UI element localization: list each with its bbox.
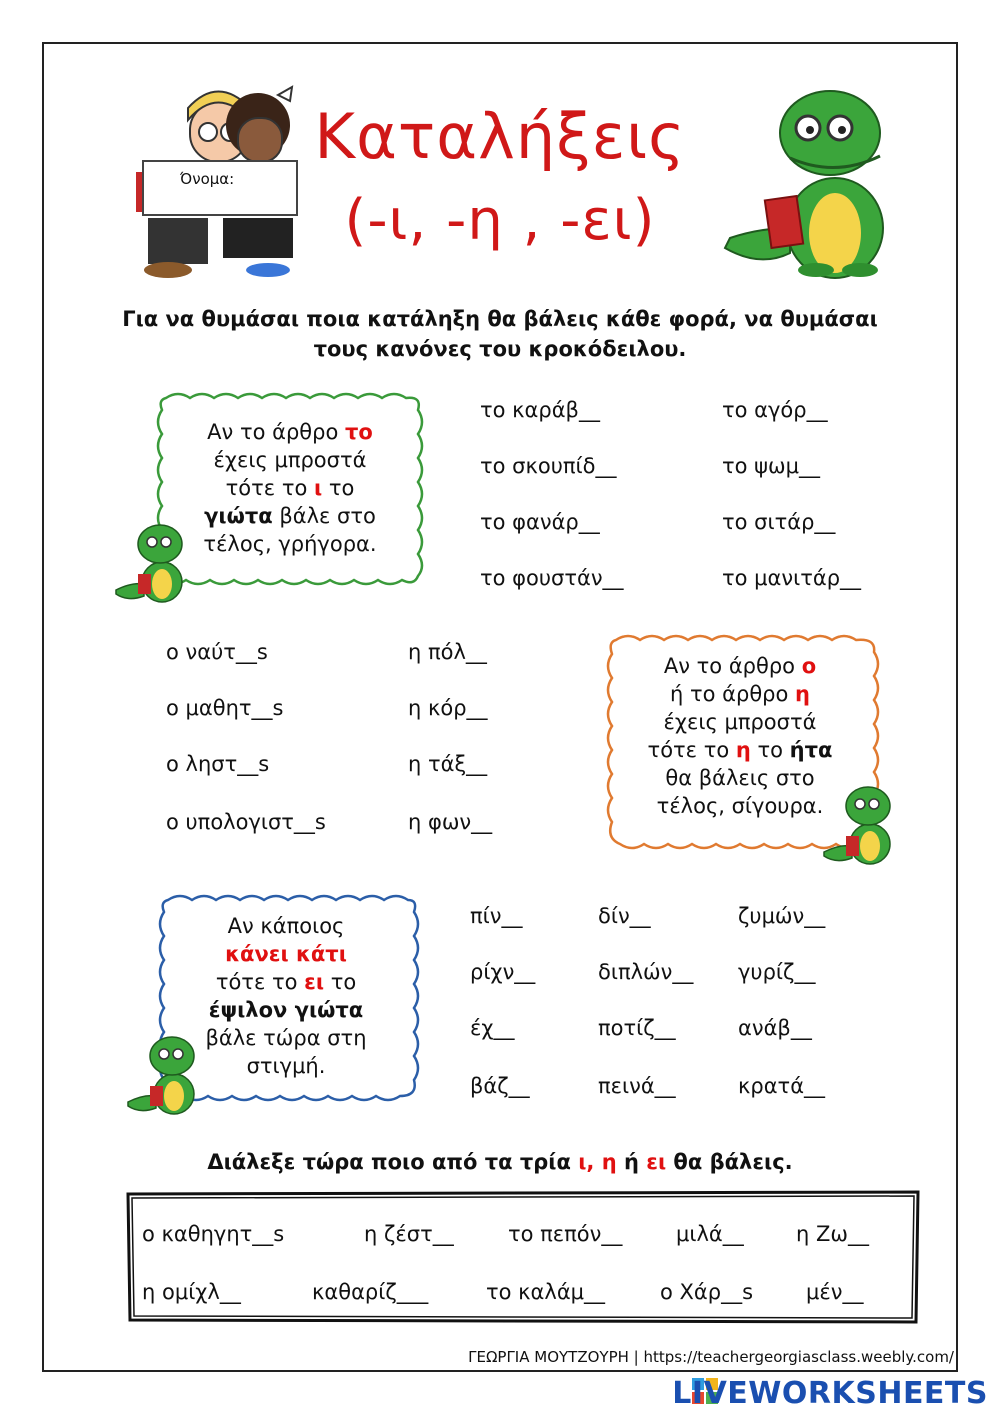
rule2-text-7: τέλος, σίγουρα. — [656, 794, 824, 818]
word-item[interactable]: το φανάρ__ — [480, 510, 600, 534]
rule1-text-2: έχεις μπροστά — [213, 448, 367, 472]
word-item[interactable]: πίν__ — [470, 904, 523, 928]
rule2-text-5: το — [750, 738, 790, 762]
rule1-bold-1: γιώτα — [204, 504, 273, 528]
rule2-red-3: η — [735, 738, 751, 762]
word-item[interactable]: το ψωμ__ — [722, 454, 820, 478]
small-crocodile-icon — [822, 784, 898, 866]
final-instr-text-3: θα βάλεις. — [666, 1150, 793, 1174]
final-instr-red-3: ει — [646, 1150, 667, 1174]
final-word-item[interactable]: το πεπόν__ — [508, 1222, 623, 1246]
rule1-text-4: το — [322, 476, 355, 500]
rule2-red-1: ο — [801, 654, 817, 678]
word-item[interactable]: έχ__ — [470, 1016, 515, 1040]
final-instr-comma: , — [586, 1150, 602, 1174]
word-item[interactable]: ο μαθητ__s — [166, 696, 284, 720]
final-instr-red-1: ι — [578, 1150, 587, 1174]
small-crocodile-icon — [114, 522, 190, 604]
instructions-line-1: Για να θυμάσαι ποια κατάληξη θα βάλεις κάθε φορά, να θυμάσαι — [122, 307, 878, 331]
rule1-red-1: το — [344, 420, 373, 444]
word-item[interactable]: κρατά__ — [738, 1074, 826, 1098]
word-item[interactable]: η τάξ__ — [408, 752, 488, 776]
rule1-text-5: βάλε στο — [272, 504, 376, 528]
word-item[interactable]: το σκουπίδ__ — [480, 454, 617, 478]
rule3-text-3: το — [324, 970, 357, 994]
word-item[interactable]: η πόλ__ — [408, 640, 487, 664]
final-instructions — [0, 1150, 1000, 1174]
word-item[interactable]: ο υπολογιστ__s — [166, 810, 326, 834]
final-instr-text-2: ή — [616, 1150, 647, 1174]
final-instr-text-1: Διάλεξε τώρα ποιο από τα τρία — [207, 1150, 579, 1174]
word-item[interactable]: ρίχν__ — [470, 960, 536, 984]
small-crocodile-icon — [126, 1034, 202, 1116]
word-item[interactable]: το μανιτάρ__ — [722, 566, 862, 590]
rule2-bold-1: ήτα — [789, 738, 833, 762]
final-word-item[interactable]: μέν__ — [806, 1280, 864, 1304]
final-word-item[interactable]: η ζέστ__ — [364, 1222, 454, 1246]
rule2-text-2: ή το άρθρο — [670, 682, 796, 706]
page-title: Καταλήξεις — [314, 100, 686, 173]
word-item[interactable]: ο ληστ__s — [166, 752, 270, 776]
word-item[interactable]: ποτίζ__ — [598, 1016, 676, 1040]
word-item[interactable]: το καράβ__ — [480, 398, 600, 422]
author-credit: ΓΕΩΡΓΙΑ ΜΟΥΤΖΟΥΡΗ | https://teachergeorgiasclass.weebly.com/ — [468, 1348, 954, 1366]
final-word-item[interactable]: το καλάμ__ — [486, 1280, 606, 1304]
word-item[interactable]: το αγόρ__ — [722, 398, 828, 422]
word-item[interactable]: η κόρ__ — [408, 696, 488, 720]
instructions-line-2: τους κανόνες του κροκόδειλου. — [313, 337, 687, 361]
word-item[interactable]: γυρίζ__ — [738, 960, 816, 984]
rule2-text-6: θα βάλεις στο — [665, 766, 815, 790]
final-word-item[interactable]: η Ζω__ — [796, 1222, 869, 1246]
word-item[interactable]: το σιτάρ__ — [722, 510, 836, 534]
rule-box-3 — [166, 912, 406, 1080]
rule3-text-5: στιγμή. — [246, 1054, 326, 1078]
rule-box-1 — [170, 418, 410, 558]
rule1-red-2: ι — [313, 476, 323, 500]
rule3-text-4: βάλε τώρα στη — [205, 1026, 367, 1050]
rule2-text-4: τότε το — [647, 738, 736, 762]
word-item[interactable]: δίν__ — [598, 904, 651, 928]
word-item[interactable]: η φων__ — [408, 810, 493, 834]
instructions — [95, 304, 905, 364]
final-instr-red-2: η — [601, 1150, 617, 1174]
final-word-item[interactable]: μιλά__ — [676, 1222, 744, 1246]
rule3-red-2: ει — [304, 970, 325, 994]
final-exercise-border — [124, 1190, 922, 1326]
rule2-text-1: Αν το άρθρο — [663, 654, 802, 678]
final-word-item[interactable]: ο Χάρ__s — [660, 1280, 754, 1304]
word-item[interactable]: ζυμών__ — [738, 904, 826, 928]
word-item[interactable]: ο ναύτ__s — [166, 640, 268, 664]
word-item[interactable]: διπλών__ — [598, 960, 694, 984]
word-item[interactable]: βάζ__ — [470, 1074, 530, 1098]
word-item[interactable]: ανάβ__ — [738, 1016, 812, 1040]
word-item[interactable]: το φουστάν__ — [480, 566, 624, 590]
rule2-text-3: έχεις μπροστά — [663, 710, 817, 734]
rule3-red-1: κάνει κάτι — [225, 942, 347, 966]
page-subtitle: (-ι, -η , -ει) — [344, 188, 656, 253]
rule3-text-2: τότε το — [215, 970, 305, 994]
final-word-item[interactable]: ο καθηγητ__s — [142, 1222, 285, 1246]
name-label: Όνομα: — [180, 170, 235, 188]
rule3-text-1: Αν κάποιος — [227, 914, 345, 938]
final-word-item[interactable]: η ομίχλ__ — [142, 1280, 241, 1304]
brand-name: LIVEWORKSHEETS — [672, 1376, 988, 1411]
rule3-bold-1: έψιλον γιώτα — [208, 998, 364, 1022]
rule2-red-2: η — [795, 682, 810, 706]
final-word-item[interactable]: καθαρίζ___ — [312, 1280, 429, 1304]
word-item[interactable]: πεινά__ — [598, 1074, 676, 1098]
rule1-text-6: τέλος, γρήγορα. — [203, 532, 377, 556]
rule1-text-1: Αν το άρθρο — [207, 420, 345, 444]
rule1-text-3: τότε το — [225, 476, 314, 500]
